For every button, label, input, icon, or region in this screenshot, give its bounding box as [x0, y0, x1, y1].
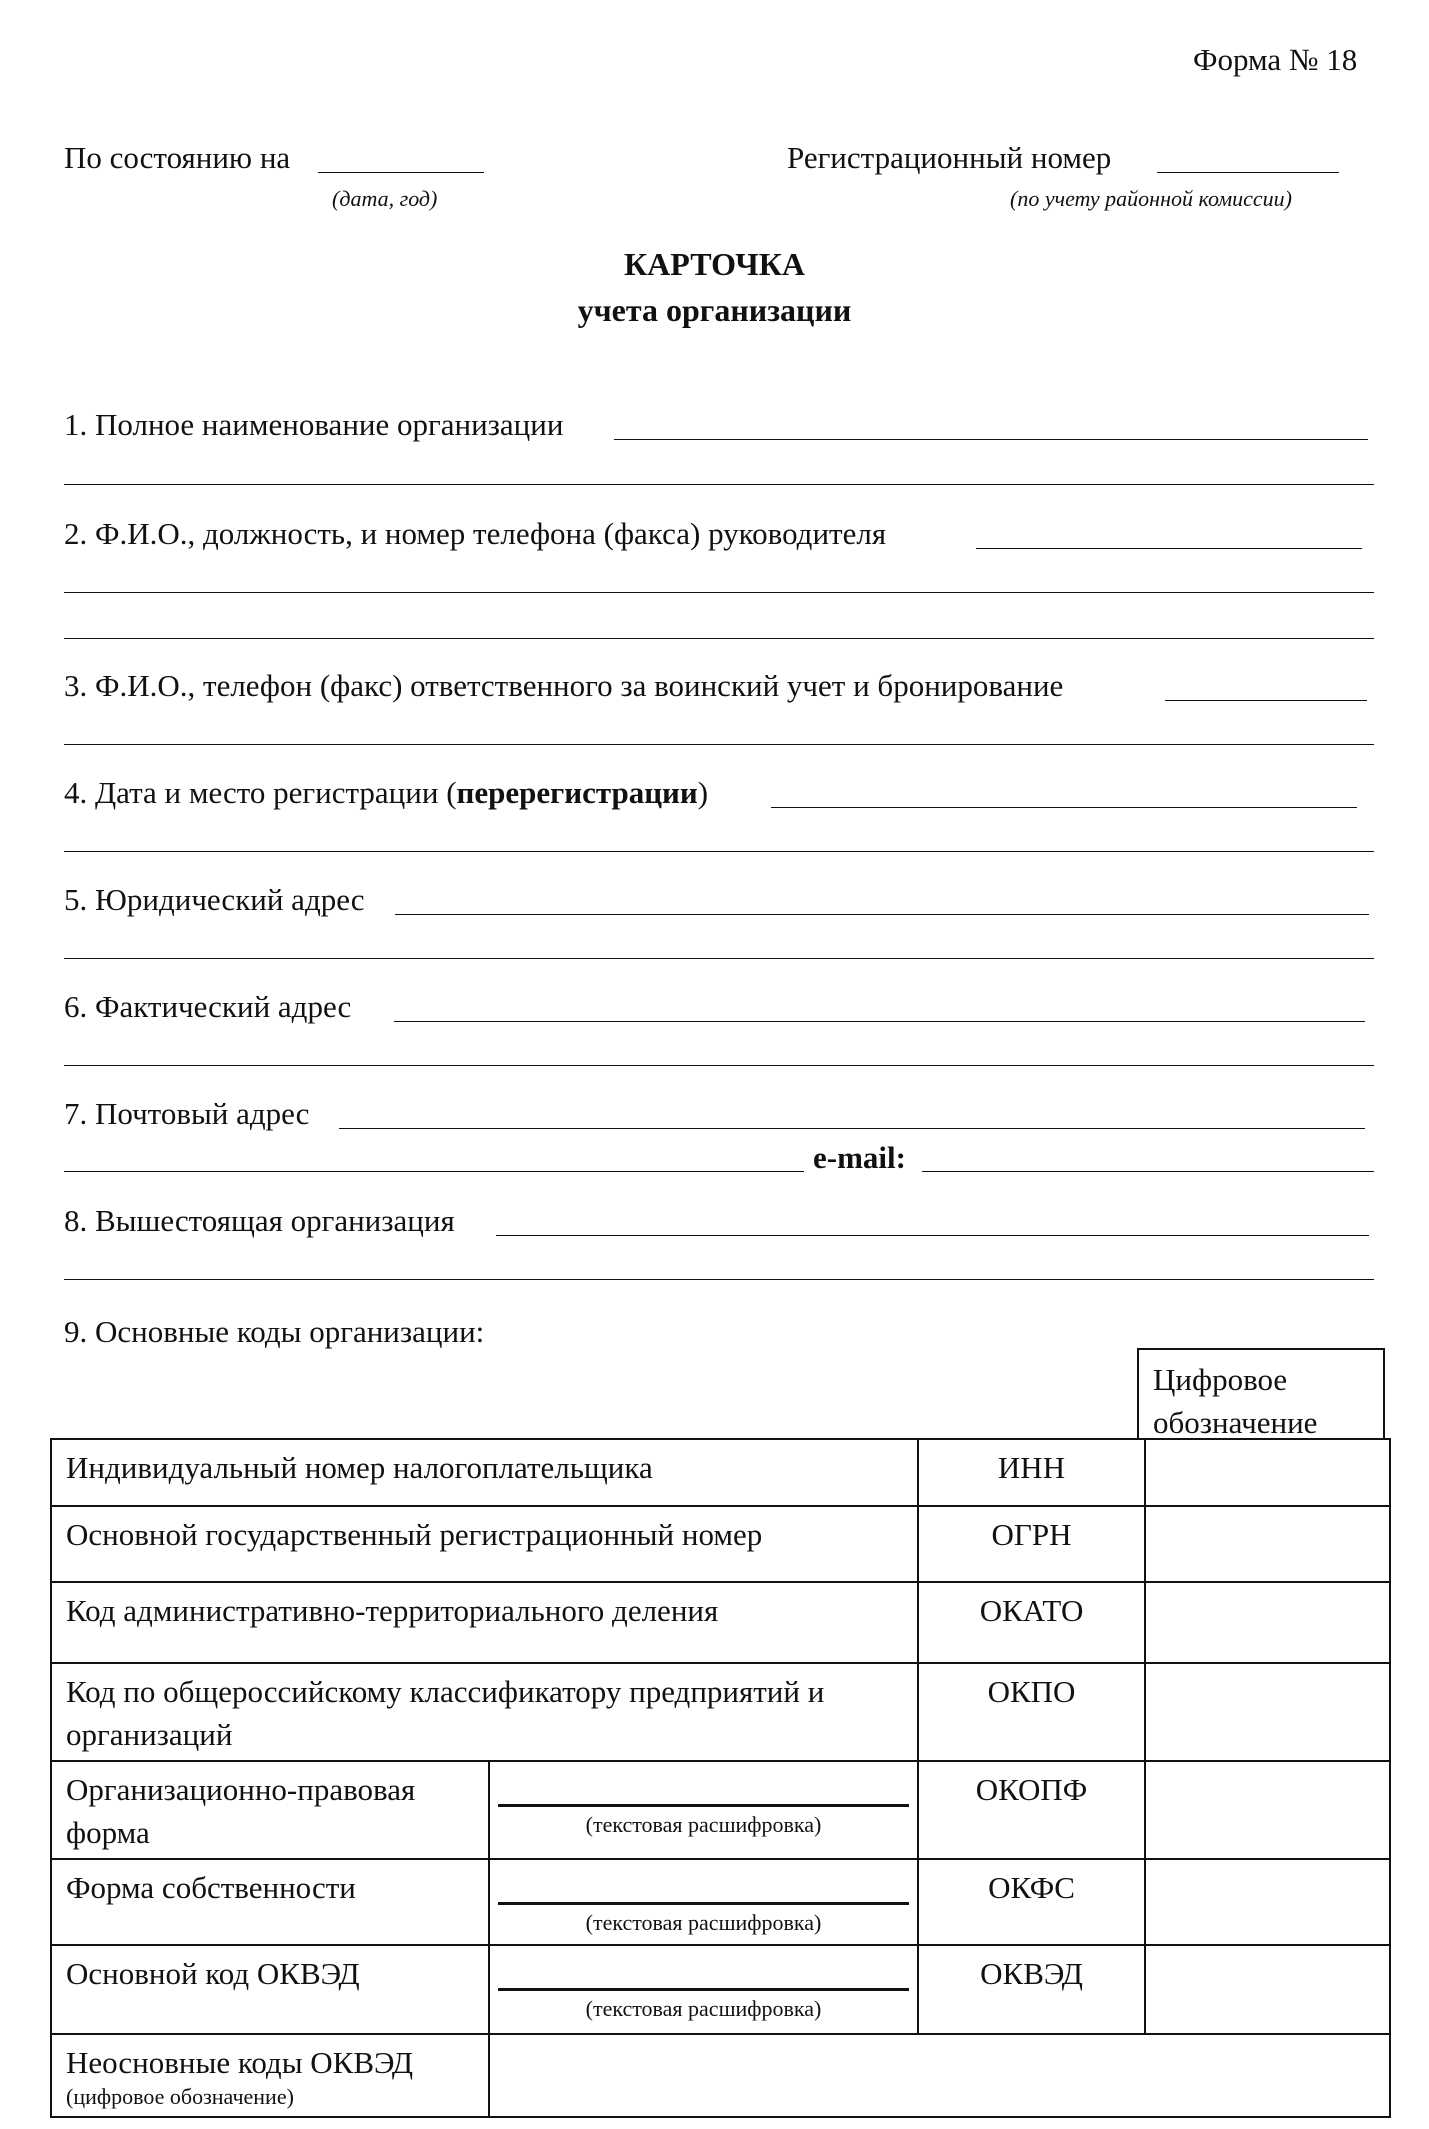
email-label: e-mail:	[813, 1140, 906, 1175]
card-subtitle: учета организации	[577, 292, 852, 328]
okfs-label: Форма собственности	[51, 1859, 489, 1945]
okved-decode-cell[interactable]	[489, 1945, 918, 2034]
okato-code: ОКАТО	[918, 1582, 1145, 1663]
okved-value-cell[interactable]	[1145, 1945, 1390, 2034]
table-row	[51, 1663, 1390, 1761]
okved-label: Основной код ОКВЭД	[51, 1945, 489, 2034]
okved-decode-caption: (текстовая расшифровка)	[585, 1996, 822, 2021]
item-7-field-line-2[interactable]	[64, 1171, 804, 1172]
table-row	[51, 1439, 1390, 1506]
okpo-value-cell[interactable]	[1145, 1663, 1390, 1761]
okopf-decode-caption: (текстовая расшифровка)	[585, 1812, 822, 1837]
item-1-field-line-2[interactable]	[64, 484, 1374, 485]
okved-secondary-value-cell[interactable]	[489, 2034, 1390, 2117]
okfs-decode-cell[interactable]	[489, 1859, 918, 1945]
okopf-code: ОКОПФ	[918, 1761, 1145, 1859]
ogrn-code: ОГРН	[918, 1506, 1145, 1582]
table-row	[51, 1945, 1390, 2034]
item-6-field-line-2[interactable]	[64, 1065, 1374, 1066]
inn-code: ИНН	[918, 1439, 1145, 1506]
card-title: КАРТОЧКА	[623, 246, 806, 282]
okopf-label: Организационно-правовая форма	[51, 1761, 489, 1859]
inn-label: Индивидуальный номер налогоплательщика	[51, 1439, 918, 1506]
item-9-label: 9. Основные коды организации:	[64, 1314, 485, 1349]
item-7-label: 7. Почтовый адрес	[64, 1096, 310, 1131]
codes-table	[50, 1438, 1391, 2118]
okved-decode-line	[498, 1988, 909, 1991]
okved-code: ОКВЭД	[918, 1945, 1145, 2034]
item-8-field[interactable]	[496, 1235, 1369, 1236]
table-row	[51, 1582, 1390, 1663]
okved-secondary-label-cell	[51, 2034, 489, 2117]
item-1-field[interactable]	[614, 439, 1368, 440]
okato-value-cell[interactable]	[1145, 1582, 1390, 1663]
okfs-decode-caption: (текстовая расшифровка)	[585, 1910, 822, 1935]
okpo-label: Код по общероссийскому классификатору предприятий и организаций	[51, 1663, 918, 1761]
as-of-date-field[interactable]	[318, 172, 484, 173]
item-5-field-line-2[interactable]	[64, 958, 1374, 959]
item-4-field[interactable]	[771, 807, 1357, 808]
item-7-field[interactable]	[339, 1128, 1365, 1129]
table-row	[51, 2034, 1390, 2117]
okpo-code: ОКПО	[918, 1663, 1145, 1761]
item-4-label: 4. Дата и место регистрации (перерегистрации)	[64, 775, 709, 810]
as-of-label: По состоянию на	[64, 140, 291, 175]
item-6-field[interactable]	[394, 1021, 1365, 1022]
okopf-decode-line	[498, 1804, 909, 1807]
item-3-label: 3. Ф.И.О., телефон (факс) ответственного за воинский учет и бронирование	[64, 668, 1064, 703]
okato-label: Код административно-территориального деления	[51, 1582, 918, 1663]
form-number: Форма № 18	[1193, 42, 1358, 77]
okved-secondary-label: Неосновные коды ОКВЭД	[66, 2045, 414, 2080]
item-2-field-line-3[interactable]	[64, 638, 1374, 639]
codes-table-header-value: Цифровое обозначение	[1137, 1348, 1385, 1440]
email-field[interactable]	[922, 1171, 1374, 1172]
item-8-label: 8. Вышестоящая организация	[64, 1203, 455, 1238]
okopf-value-cell[interactable]	[1145, 1761, 1390, 1859]
reg-number-field[interactable]	[1157, 172, 1339, 173]
item-2-label: 2. Ф.И.О., должность, и номер телефона (факса) руководителя	[64, 516, 887, 551]
table-row	[51, 1859, 1390, 1945]
item-3-field-line-2[interactable]	[64, 744, 1374, 745]
table-row	[51, 1761, 1390, 1859]
ogrn-label: Основной государственный регистрационный номер	[51, 1506, 918, 1582]
item-2-field-line-2[interactable]	[64, 592, 1374, 593]
item-3-field[interactable]	[1165, 700, 1367, 701]
reg-number-label: Регистрационный номер	[787, 140, 1112, 175]
ogrn-value-cell[interactable]	[1145, 1506, 1390, 1582]
item-6-label: 6. Фактический адрес	[64, 989, 352, 1024]
item-4-field-line-2[interactable]	[64, 851, 1374, 852]
okfs-code: ОКФС	[918, 1859, 1145, 1945]
as-of-hint: (дата, год)	[332, 186, 438, 211]
okfs-decode-line	[498, 1902, 909, 1905]
item-2-field[interactable]	[976, 548, 1362, 549]
item-8-field-line-2[interactable]	[64, 1279, 1374, 1280]
item-1-label: 1. Полное наименование организации	[64, 407, 564, 442]
item-5-field[interactable]	[395, 914, 1369, 915]
item-5-label: 5. Юридический адрес	[64, 882, 365, 917]
reg-number-hint: (по учету районной комиссии)	[1010, 186, 1293, 211]
okved-secondary-sublabel: (цифровое обозначение)	[66, 2084, 294, 2109]
table-row	[51, 1506, 1390, 1582]
inn-value-cell[interactable]	[1145, 1439, 1390, 1506]
okfs-value-cell[interactable]	[1145, 1859, 1390, 1945]
okopf-decode-cell[interactable]	[489, 1761, 918, 1859]
